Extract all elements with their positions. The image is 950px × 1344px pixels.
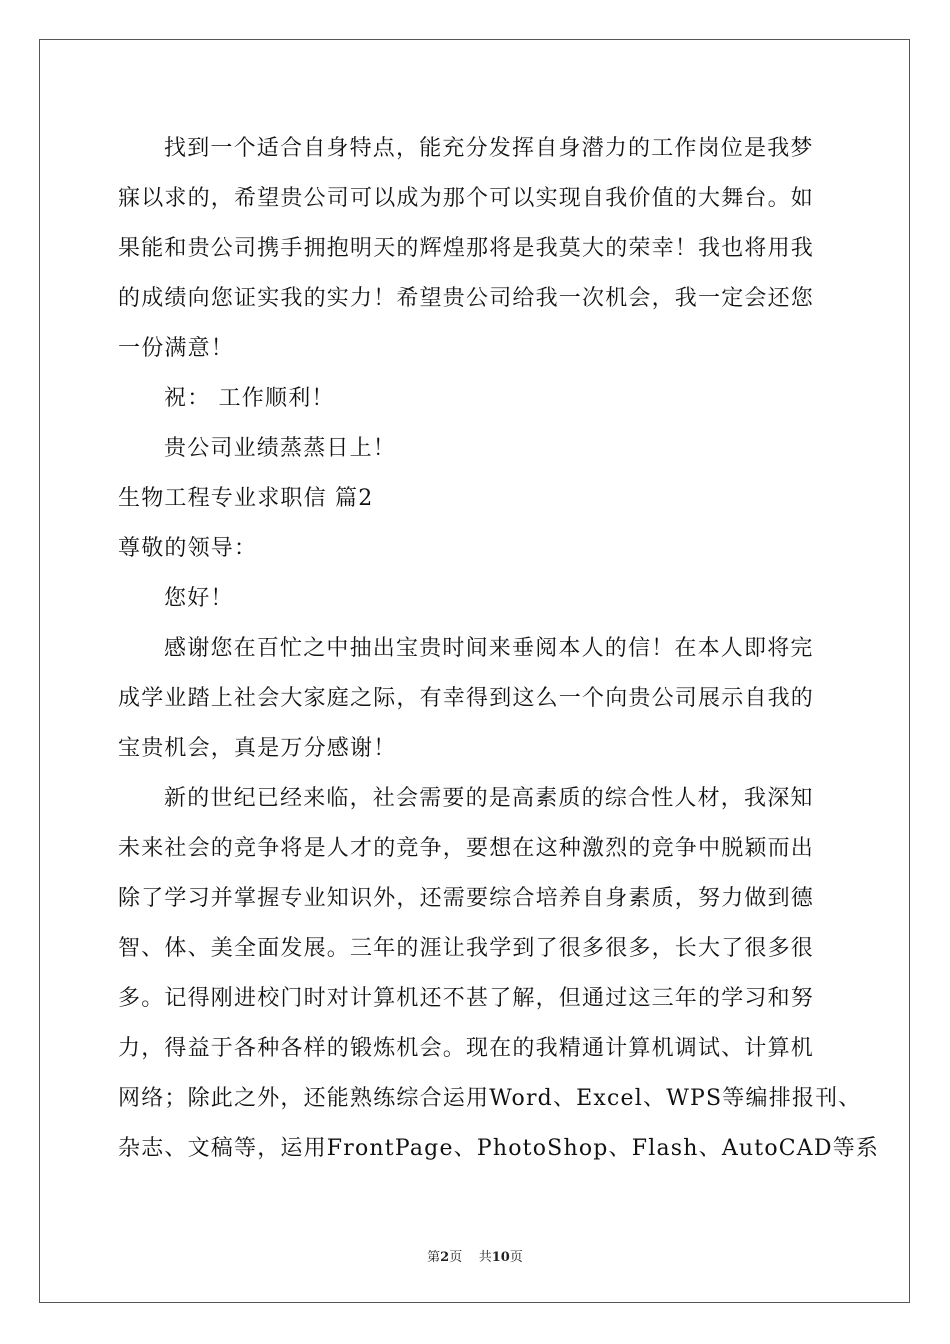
page-current: 2 xyxy=(440,1250,450,1265)
paragraph-line: 未来社会的竞争将是人才的竞争，要想在这种激烈的竞争中脱颖而出 xyxy=(118,836,815,861)
paragraph-line: 的成绩向您证实我的实力！希望贵公司给我一次机会，我一定会还您 xyxy=(118,286,815,311)
greeting: 您好！ xyxy=(164,586,234,611)
paragraph-line: 一份满意！ xyxy=(118,336,235,361)
paragraph-line: 宝贵机会，真是万分感谢！ xyxy=(118,736,397,761)
paragraph-line: 多。记得刚进校门时对计算机还不甚了解，但通过这三年的学习和努 xyxy=(118,986,815,1011)
closing-wish: 祝： 工作顺利！ xyxy=(164,386,335,411)
paragraph-line: 智、体、美全面发展。三年的涯让我学到了很多很多，长大了很多很 xyxy=(118,936,815,961)
page-prefix: 第 xyxy=(427,1250,441,1265)
paragraph-line: 寐以求的，希望贵公司可以成为那个可以实现自我价值的大舞台。如 xyxy=(118,186,815,211)
paragraph-line: 力，得益于各种各样的锻炼机会。现在的我精通计算机调试、计算机 xyxy=(118,1036,815,1061)
page-footer xyxy=(0,1246,950,1265)
paragraph-line: 果能和贵公司携手拥抱明天的辉煌那将是我莫大的荣幸！我也将用我 xyxy=(118,236,815,261)
paragraph-line: 杂志、文稿等，运用FrontPage、PhotoShop、Flash、AutoCAD等系 xyxy=(118,1136,880,1161)
page-mid: 页 共 xyxy=(449,1250,492,1265)
salutation: 尊敬的领导： xyxy=(118,536,258,561)
paragraph-line: 感谢您在百忙之中抽出宝贵时间来垂阅本人的信！在本人即将完 xyxy=(164,636,814,661)
paragraph-line: 新的世纪已经来临，社会需要的是高素质的综合性人材，我深知 xyxy=(164,786,814,811)
letter-body xyxy=(118,124,880,1174)
paragraph-line: 找到一个适合自身特点，能充分发挥自身潜力的工作岗位是我梦 xyxy=(164,136,814,161)
paragraph-line: 除了学习并掌握专业知识外，还需要综合培养自身素质，努力做到德 xyxy=(118,886,815,911)
page-total: 10 xyxy=(491,1250,510,1265)
closing-wish: 贵公司业绩蒸蒸日上！ xyxy=(164,436,397,461)
paragraph-line: 网络；除此之外，还能熟练综合运用Word、Excel、WPS等编排报刊、 xyxy=(118,1086,862,1111)
page-suffix: 页 xyxy=(509,1250,523,1265)
paragraph-line: 成学业踏上社会大家庭之际，有幸得到这么一个向贵公司展示自我的 xyxy=(118,686,815,711)
section-title: 生物工程专业求职信 篇2 xyxy=(118,486,374,511)
